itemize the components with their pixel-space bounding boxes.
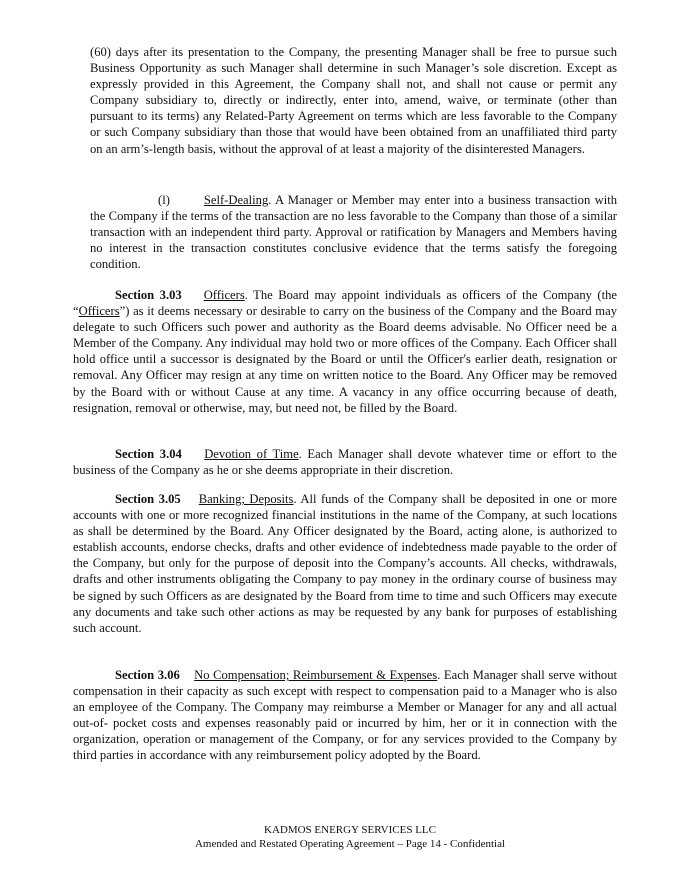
section-body: . Each Manager shall devote whatever time or effort to the business of the Company as he or she deems appropriate in their discretion. <box>73 447 617 478</box>
section-body: . All funds of the Company shall be deposited in one or more accounts with one or more recognized financial institutions in the name of the Company, at such locations as shall be determined by the Board. Any Officer designated by the Board, acting alone, is authorized to establish accounts, endorse checks, drafts and other evidence of indebtedness made payable to the order of the Company, but only for the purpose of deposit into the Company’s accounts. All checks, withdrawals, drafts and other instruments obligating the Company to pay money in the ordinary course of business may be signed by such Officers as are designated by the Board from time to time and such Officers may execute any documents and take such other actions as may be requested by any bank for purposes of establishing such account. <box>73 492 617 635</box>
section-title: No Compensation; Reimbursement & Expenses <box>194 668 438 682</box>
section-title: Officers <box>203 288 245 302</box>
section-title: Devotion of Time <box>204 447 299 461</box>
defined-term: Officers <box>78 304 120 319</box>
footer-company: KADMOS ENERGY SERVICES LLC <box>264 824 436 836</box>
item-title: Self-Dealing <box>203 193 269 207</box>
paragraph-self-dealing <box>90 192 617 272</box>
section-number: Section 3.04 <box>115 447 182 461</box>
section-number: Section 3.03 <box>115 288 182 302</box>
section-3-03 <box>73 287 617 416</box>
section-body-a: . The Board may appoint individuals as officers of the Company (the “ <box>73 288 617 319</box>
section-body-b: ”) as it deems necessary or desirable to carry on the business of the Company and the Board may delegate to such Officers such power and authority as the Board deems advisable. No Officer need be a Member of the Company. Any individual may hold two or more offices of the Company. Each Officer shall hold office until a successor is designated by the Board or until the Officer's earlier death, resignation or removal. Any Officer may resign at any time on written notice to the Board. Any Officer may be removed by the Board with or without Cause at any time. A vacancy in any office occurring because of death, resignation, removal or otherwise, may, but need not, be filled by the Board. <box>73 304 617 415</box>
item-label: (l) <box>158 193 170 207</box>
section-3-04 <box>73 446 617 478</box>
section-body: . Each Manager shall serve without compensation in their capacity as such except with respect to compensation paid to a Manager who is also an employee of the Company. The Company may reimburse a Member or Manager for any and all actual out-of- pocket costs and expenses reasonably paid or incurred by him, her or it in connection with the organization, operation or management of the Company, or for any services provided to the Company by third parties in accordance with any reimbursement policy adopted by the Board. <box>73 668 617 763</box>
item-body: . A Manager or Member may enter into a business transaction with the Company if the terms of the transaction are no less favorable to the Company than those of a similar transaction with an independent third party. Approval or ratification by Managers and Members having no interest in the transaction constitutes conclusive evidence that the terms satisfy the foregoing condition. <box>90 193 617 272</box>
section-3-06 <box>73 667 617 764</box>
section-number: Section 3.06 <box>115 668 180 682</box>
paragraph-business-opportunity: (60) days after its presentation to the Company, the presenting Manager shall be free to pursue such Business Opportunity as such Manager shall determine in such Manager’s sole discretion. Except as expressly provided in this Agreement, the Company shall not, and shall not cause or permit any Company subsidiary to, directly or indirectly, enter into, amend, waive, or terminate (other than pursuant to its terms) any Related-Party Agreement on terms which are less favorable to the Company or such Company subsidiary than those that would have been obtained from an unaffiliated third party on an arm’s-length basis, without the approval of at least a majority of the disinterested Managers. <box>90 45 617 156</box>
section-3-05 <box>73 491 617 636</box>
footer-page-info: Amended and Restated Operating Agreement – Page 14 - Confidential <box>194 838 506 850</box>
section-number: Section 3.05 <box>115 492 181 506</box>
section-title: Banking; Deposits <box>198 492 294 506</box>
